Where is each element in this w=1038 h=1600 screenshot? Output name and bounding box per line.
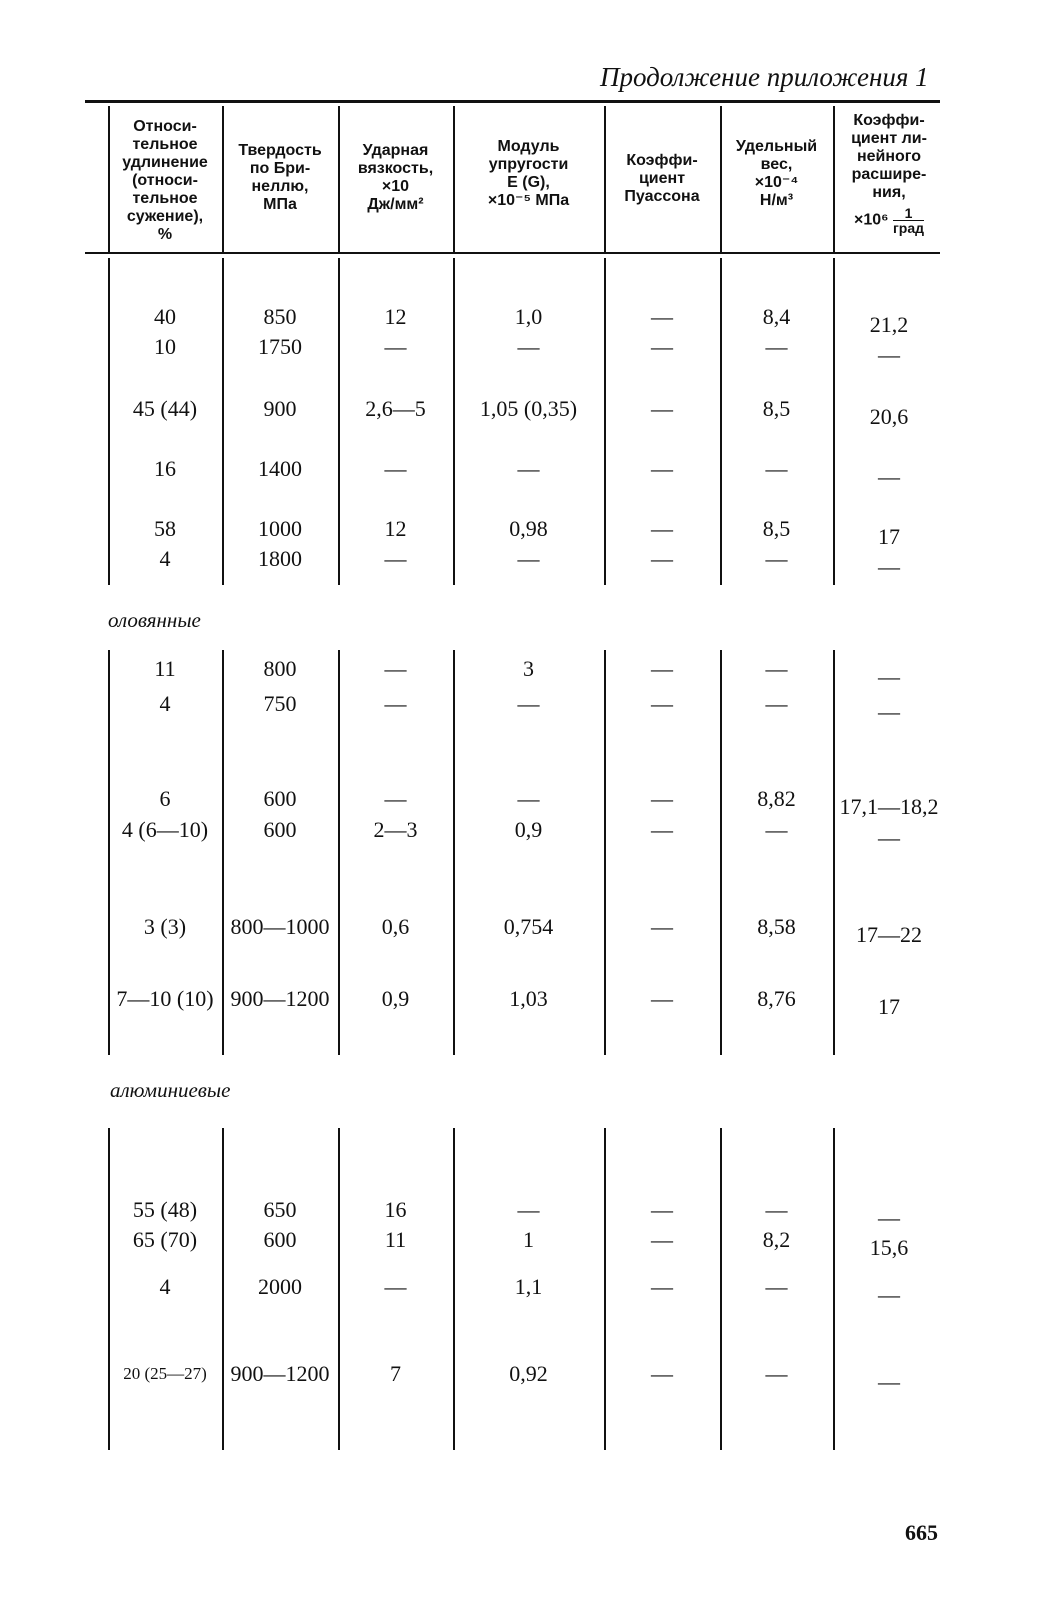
- table-cell: 900—1200: [230, 986, 330, 1011]
- table-cell: 1000: [258, 516, 302, 541]
- unit-multiplier: ×10⁶: [853, 211, 889, 229]
- table-cell: 3 (3): [143, 914, 187, 939]
- table-cell: 12: [384, 516, 407, 541]
- column-header-line: вес,: [760, 156, 793, 173]
- table-cell: 4: [159, 546, 171, 571]
- table-cell: 15,6: [869, 1235, 909, 1260]
- table-cell: 8,5: [762, 396, 791, 421]
- table-cell: 850: [263, 304, 297, 329]
- table-cell: —: [651, 304, 673, 329]
- table-cell: —: [651, 914, 673, 939]
- table-cell: 8,76: [757, 986, 796, 1011]
- table-cell: 7—10 (10): [116, 986, 214, 1011]
- column-header-line: (относи-: [132, 172, 198, 189]
- table-cell: —: [878, 825, 900, 850]
- column-header-1: [108, 118, 222, 244]
- table-cell: —: [651, 786, 673, 811]
- column-header-7: [833, 112, 945, 235]
- table-cell: —: [765, 546, 788, 571]
- table-cell: 750: [263, 691, 297, 716]
- table-cell: —: [765, 656, 788, 681]
- column-header-line: тельное: [132, 136, 198, 153]
- table-cell: —: [651, 546, 673, 571]
- column-header-6: [720, 138, 833, 210]
- column-header-line: расшире-: [851, 166, 927, 183]
- table-cell: —: [384, 1274, 407, 1299]
- table-cell: 1800: [258, 546, 302, 571]
- table-cell: —: [384, 334, 407, 359]
- table-cell: —: [384, 691, 407, 716]
- table-cell: 1,03: [509, 986, 548, 1011]
- table-cell: 4 (6—10): [121, 817, 209, 842]
- table-cell: 6: [159, 786, 171, 811]
- column-header-line: Н/м³: [759, 192, 794, 209]
- table-cell: 1750: [258, 334, 302, 359]
- table-cell: 0,754: [503, 914, 554, 939]
- table-cell: 1,1: [514, 1274, 543, 1299]
- table-cell: —: [651, 456, 673, 481]
- table-cell: —: [651, 656, 673, 681]
- table-cell: 20 (25—27): [123, 1364, 207, 1383]
- table-cell: —: [765, 1274, 788, 1299]
- table-cell: 600: [263, 817, 297, 842]
- column-header-line: Модуль: [497, 138, 560, 155]
- table-cell: —: [384, 656, 407, 681]
- column-header-line: Ударная: [362, 142, 429, 159]
- column-header-line: упругости: [488, 156, 569, 173]
- table-cell: 600: [263, 786, 297, 811]
- table-cell: —: [878, 464, 900, 489]
- table-cell: —: [765, 1361, 788, 1386]
- table-cell: 17: [878, 994, 900, 1019]
- column-header-line: МПа: [263, 196, 297, 213]
- table-cell: 65 (70): [132, 1227, 198, 1252]
- column-header-line: Удельный: [735, 138, 818, 155]
- table-cell: —: [878, 554, 900, 579]
- table-cell: —: [384, 546, 407, 571]
- table-cell: 21,2: [869, 312, 909, 337]
- table-cell: —: [878, 1369, 900, 1394]
- table-cell: 17—22: [856, 922, 922, 947]
- table-cell: 0,92: [509, 1361, 548, 1386]
- table-cell: 8,58: [757, 914, 796, 939]
- table-cell: 8,5: [762, 516, 791, 541]
- table-cell: —: [517, 691, 540, 716]
- table-cell: 3: [523, 656, 534, 681]
- table-cell: —: [517, 786, 540, 811]
- column-header-line: по Бри-: [249, 160, 311, 177]
- table-cell: 11: [384, 1227, 407, 1252]
- column-header-line: Коэффи-: [853, 112, 925, 129]
- table-cell: 0,6: [381, 914, 410, 939]
- table-cell: —: [651, 691, 673, 716]
- table-cell: —: [651, 1197, 673, 1222]
- table-cell: —: [878, 699, 900, 724]
- unit-fraction: [893, 206, 924, 235]
- header-bottom-rule: [85, 252, 940, 254]
- table-cell: —: [517, 456, 540, 481]
- table-cell: 16: [384, 1197, 407, 1222]
- table-cell: 2,6—5: [365, 396, 426, 421]
- column-header-line: нейного: [856, 148, 922, 165]
- table-cell: 1400: [258, 456, 302, 481]
- column-unit: [833, 206, 945, 235]
- table-cell: —: [878, 1282, 900, 1307]
- table-cell: —: [517, 546, 540, 571]
- table-cell: 1: [523, 1227, 534, 1252]
- table-cell: —: [651, 516, 673, 541]
- table-cell: 45 (44): [132, 396, 198, 421]
- table-cell: —: [765, 1197, 788, 1222]
- table-cell: 10: [154, 334, 176, 359]
- column-header-2: [222, 142, 338, 214]
- table-cell: 17: [878, 524, 900, 549]
- column-header-line: циент: [638, 170, 686, 187]
- table-cell: 2—3: [373, 817, 418, 842]
- table-cell: 17,1—18,2: [839, 794, 939, 819]
- table-cell: —: [765, 691, 788, 716]
- table-cell: 4: [159, 691, 171, 716]
- column-header-line: удлинение: [122, 154, 208, 171]
- column-header-line: Пуассона: [624, 188, 700, 205]
- column-header-line: ×10: [381, 178, 410, 195]
- column-header-line: E (G),: [507, 174, 550, 191]
- table-cell: —: [765, 456, 788, 481]
- section-label-aluminium: алюминиевые: [110, 1078, 231, 1102]
- table-cell: 58: [154, 516, 176, 541]
- table-cell: 800: [263, 656, 297, 681]
- table-cell: 11: [154, 656, 176, 681]
- column-header-line: Дж/мм²: [367, 196, 424, 213]
- unit-numerator: 1: [893, 206, 924, 221]
- table-cell: —: [651, 1274, 673, 1299]
- column-header-line: ния,: [872, 184, 906, 201]
- table-cell: 40: [154, 304, 176, 329]
- page-title: Продолжение приложения 1: [600, 62, 929, 92]
- table-cell: —: [878, 664, 900, 689]
- table-cell: —: [384, 786, 407, 811]
- table-top-rule: [85, 100, 940, 103]
- table-cell: 20,6: [869, 404, 909, 429]
- table-cell: 0,9: [514, 817, 543, 842]
- table-cell: —: [651, 396, 673, 421]
- table-cell: 1,0: [514, 304, 543, 329]
- table-cell: 55 (48): [132, 1197, 198, 1222]
- table-cell: 600: [263, 1227, 297, 1252]
- table-cell: —: [765, 817, 788, 842]
- column-header-line: сужение),: [126, 208, 204, 225]
- table-cell: 900: [263, 396, 297, 421]
- unit-denominator: град: [892, 220, 925, 236]
- column-header-line: Твердость: [238, 142, 322, 159]
- table-cell: —: [651, 817, 673, 842]
- column-header-line: Коэффи-: [626, 152, 698, 169]
- column-header-3: [338, 142, 453, 214]
- table-cell: 7: [390, 1361, 401, 1386]
- table-cell: 8,2: [762, 1227, 791, 1252]
- column-header-line: циент ли-: [851, 130, 927, 147]
- page-number: 665: [905, 1520, 938, 1545]
- column-header-line: Относи-: [133, 118, 197, 135]
- column-header-line: вязкость,: [357, 160, 434, 177]
- table-cell: —: [651, 1227, 673, 1252]
- table-cell: 0,9: [381, 986, 410, 1011]
- section-label-tin: оловянные: [108, 608, 201, 632]
- table-cell: —: [878, 1205, 900, 1230]
- table-cell: —: [651, 986, 673, 1011]
- table-cell: —: [517, 334, 540, 359]
- table-cell: 2000: [258, 1274, 302, 1299]
- table-cell: 1,05 (0,35): [479, 396, 578, 421]
- table-cell: 650: [263, 1197, 297, 1222]
- table-cell: —: [651, 1361, 673, 1386]
- column-header-line: неллю,: [251, 178, 309, 195]
- table-cell: —: [878, 342, 900, 367]
- table-cell: —: [765, 334, 788, 359]
- table-cell: 4: [159, 1274, 171, 1299]
- table-cell: 8,4: [762, 304, 791, 329]
- column-header-4: [453, 138, 604, 210]
- table-cell: —: [517, 1197, 540, 1222]
- table-cell: 12: [384, 304, 407, 329]
- column-header-line: тельное: [132, 190, 198, 207]
- column-header-5: [604, 152, 720, 206]
- column-header-line: ×10⁻⁵ МПа: [487, 192, 570, 209]
- table-cell: 8,82: [757, 786, 796, 811]
- table-cell: 900—1200: [230, 1361, 330, 1386]
- table-cell: —: [384, 456, 407, 481]
- column-header-line: ×10⁻⁴: [754, 174, 799, 191]
- table-cell: 16: [154, 456, 176, 481]
- table-cell: 800—1000: [230, 914, 330, 939]
- table-cell: —: [651, 334, 673, 359]
- column-header-line: %: [157, 226, 173, 243]
- table-cell: 0,98: [509, 516, 548, 541]
